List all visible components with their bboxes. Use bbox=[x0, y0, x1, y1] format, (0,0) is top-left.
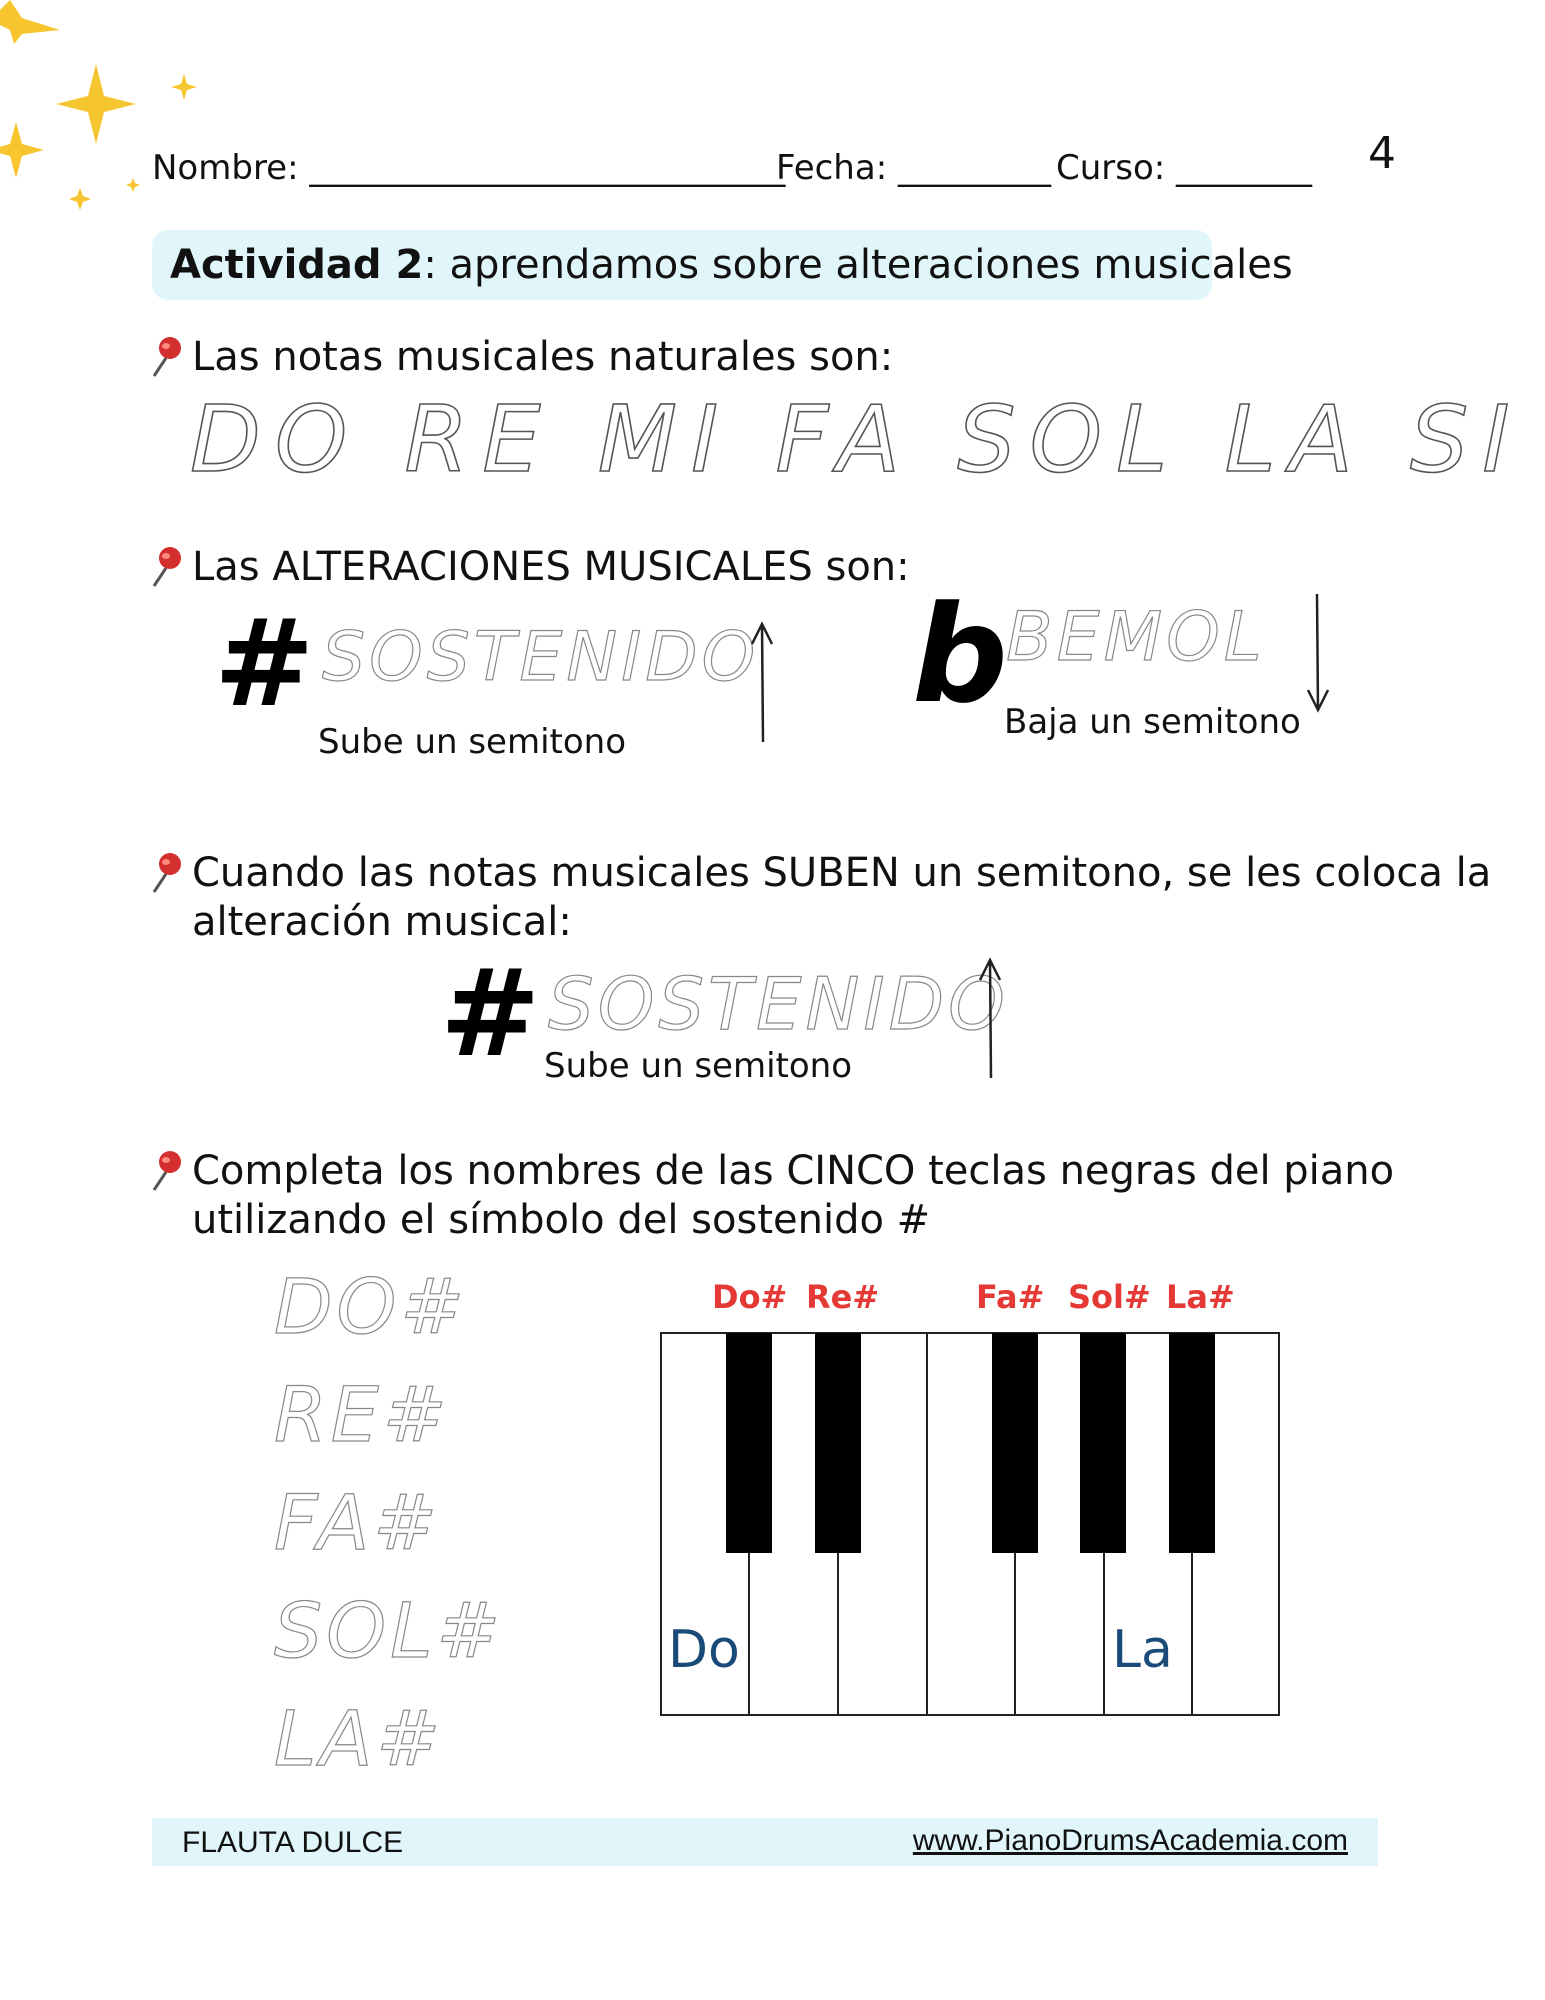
traced-sostenido: SOSTENIDO bbox=[322, 618, 760, 697]
pushpin-icon bbox=[150, 1148, 184, 1192]
activity-title-rest: : aprendamos sobre alteraciones musicales bbox=[423, 242, 1293, 288]
piano-keyboard bbox=[660, 1332, 1282, 1718]
up-arrow-icon bbox=[748, 620, 778, 744]
sharp-symbol-2: # bbox=[440, 945, 541, 1084]
pushpin-icon bbox=[150, 334, 184, 378]
black-key-label-do-sharp: Do# bbox=[712, 1278, 788, 1316]
up-arrow-icon bbox=[976, 956, 1006, 1080]
traced-la-sharp: LA# bbox=[274, 1694, 445, 1783]
pushpin-icon bbox=[150, 544, 184, 588]
alterations-heading: Las ALTERACIONES MUSICALES son: bbox=[192, 544, 910, 590]
sharp-description: Sube un semitono bbox=[318, 722, 627, 762]
traced-bemol: BEMOL bbox=[1006, 598, 1266, 677]
page-number: 4 bbox=[1368, 128, 1396, 179]
traced-re-sharp: RE# bbox=[274, 1370, 451, 1459]
sharp-symbol: # bbox=[214, 595, 315, 734]
traced-sostenido-2: SOSTENIDO bbox=[548, 962, 1009, 1046]
sharp-description-2: Sube un semitono bbox=[544, 1046, 853, 1086]
traced-natural-notes: DO RE MI FA SOL LA SI bbox=[190, 386, 1524, 493]
black-key-sol-sharp bbox=[1080, 1333, 1126, 1553]
black-keys-instruction-line1: Completa los nombres de las CINCO teclas negras del piano bbox=[192, 1148, 1395, 1194]
traced-fa-sharp: FA# bbox=[274, 1478, 441, 1567]
activity-title bbox=[152, 230, 1293, 300]
pushpin-icon bbox=[150, 850, 184, 894]
footer-bar bbox=[152, 1818, 1378, 1866]
course-field[interactable]: Curso: ________ bbox=[1056, 148, 1313, 188]
black-key-label-fa-sharp: Fa# bbox=[976, 1278, 1045, 1316]
natural-notes-heading: Las notas musicales naturales son: bbox=[192, 334, 894, 380]
black-key-label-la-sharp: La# bbox=[1166, 1278, 1235, 1316]
raise-semitone-line1: Cuando las notas musicales SUBEN un semitono, se les coloca la bbox=[192, 850, 1492, 896]
traced-sol-sharp: SOL# bbox=[274, 1586, 505, 1675]
black-key-label-sol-sharp: Sol# bbox=[1068, 1278, 1151, 1316]
date-field[interactable]: Fecha: _________ bbox=[776, 148, 1051, 188]
black-key-label-re-sharp: Re# bbox=[806, 1278, 880, 1316]
footer-website-link[interactable]: www.PianoDrumsAcademia.com bbox=[912, 1824, 1348, 1857]
raise-semitone-line2: alteración musical: bbox=[192, 899, 572, 945]
black-keys-instruction-line2: utilizando el símbolo del sostenido # bbox=[192, 1197, 931, 1243]
black-key-do-sharp bbox=[726, 1333, 772, 1553]
down-arrow-icon bbox=[1302, 592, 1332, 716]
traced-do-sharp: DO# bbox=[274, 1262, 469, 1351]
activity-title-bold: Actividad 2 bbox=[170, 242, 424, 288]
footer-course: FLAUTA DULCE bbox=[182, 1826, 404, 1859]
black-key-fa-sharp bbox=[992, 1333, 1038, 1553]
white-key-label-la: La bbox=[1112, 1620, 1173, 1680]
flat-description: Baja un semitono bbox=[1004, 702, 1301, 742]
black-key-re-sharp bbox=[815, 1333, 861, 1553]
black-key-la-sharp bbox=[1169, 1333, 1215, 1553]
flat-symbol: b bbox=[912, 577, 1008, 733]
name-field[interactable]: Nombre: ____________________________ bbox=[152, 148, 786, 188]
white-key-label-do: Do bbox=[668, 1620, 740, 1680]
